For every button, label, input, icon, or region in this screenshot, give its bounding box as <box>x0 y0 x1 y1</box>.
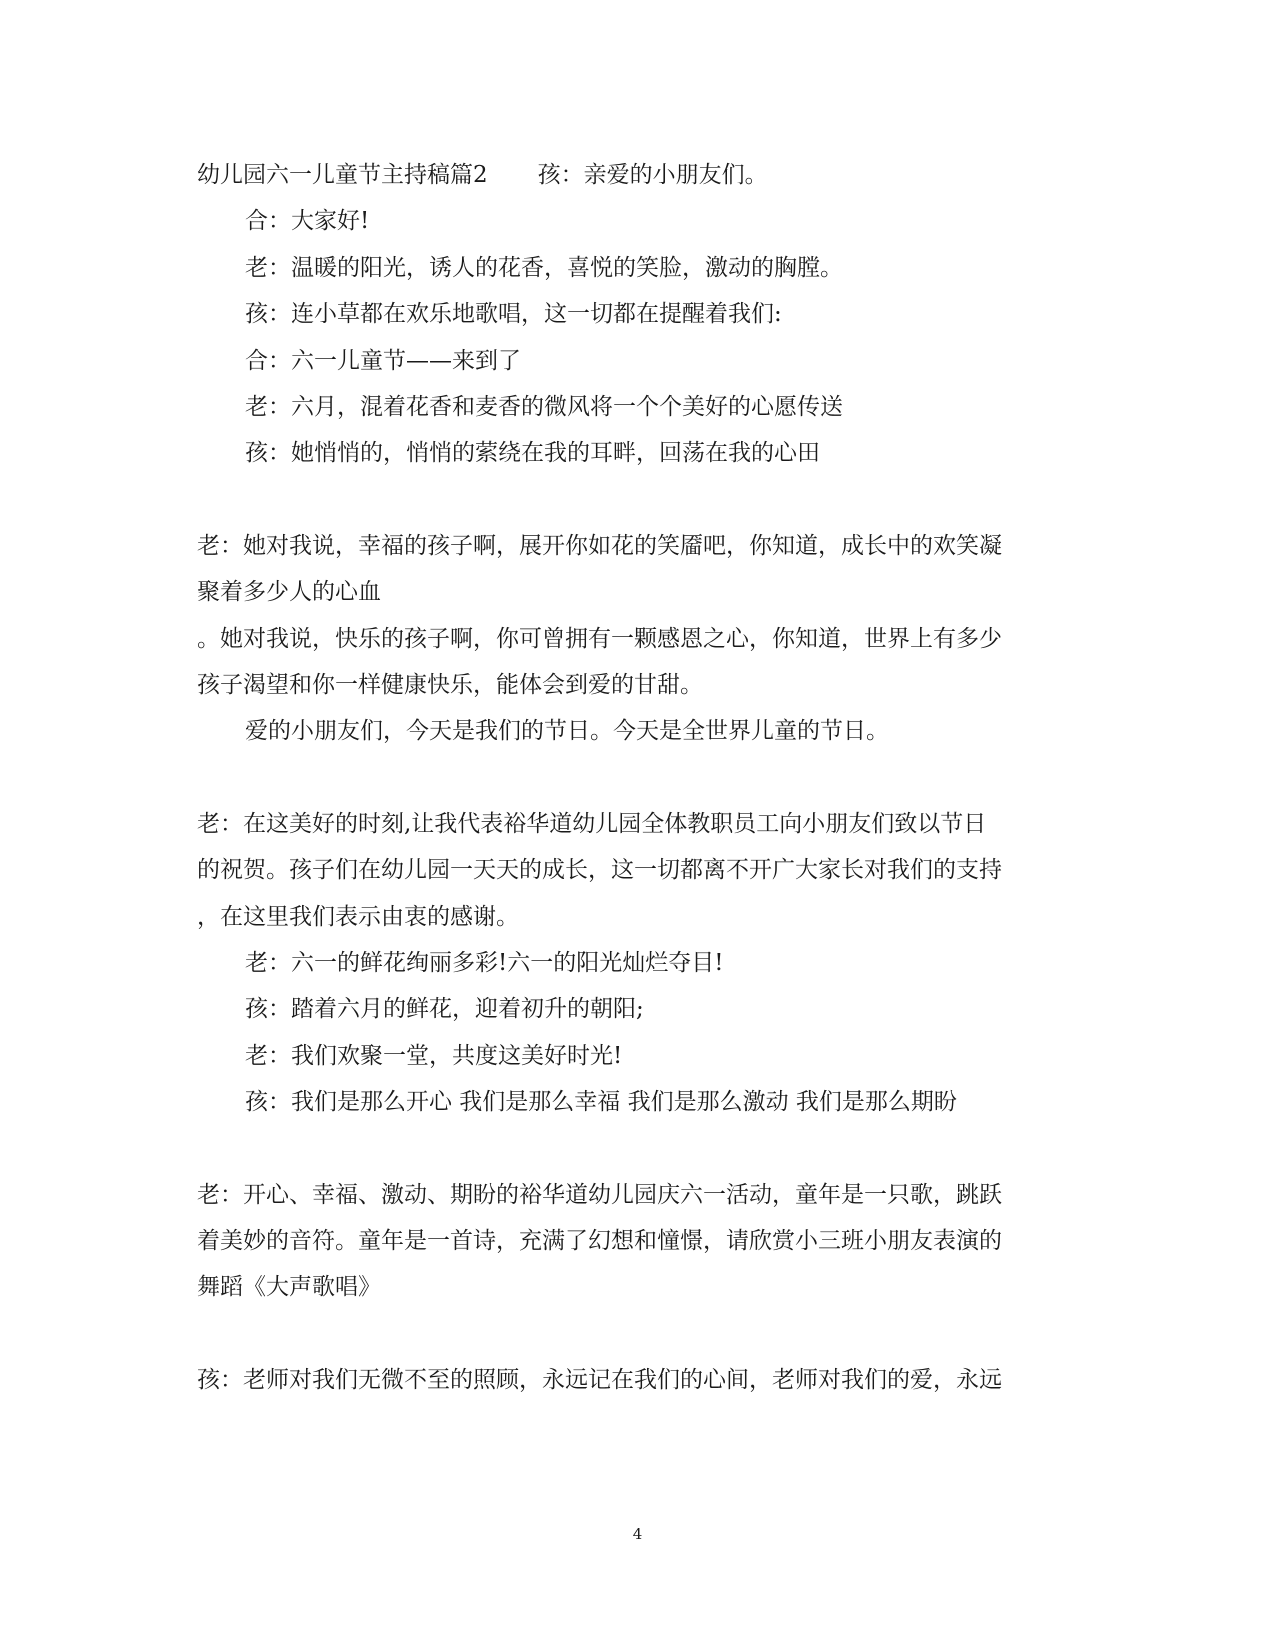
text-line: ，在这里我们表示由衷的感谢。 <box>197 904 519 930</box>
text-line: 老：开心、幸福、激动、期盼的裕华道幼儿园庆六一活动，童年是一只歌，跳跃 <box>197 1182 1002 1208</box>
text-line: 合：六一儿童节——来到了 <box>245 348 521 374</box>
text-line: 的祝贺。孩子们在幼儿园一天天的成长，这一切都离不开广大家长对我们的支持 <box>197 857 1002 883</box>
heading-line <box>197 160 1077 190</box>
text-line: 。她对我说，快乐的孩子啊，你可曾拥有一颗感恩之心，你知道，世界上有多少 <box>197 626 1002 652</box>
text-line: 老：六一的鲜花绚丽多彩!六一的阳光灿烂夺目! <box>245 950 724 976</box>
document-heading: 幼儿园六一儿童节主持稿篇2 <box>197 162 488 188</box>
page-number: 4 <box>632 1525 643 1543</box>
text-line: 孩：我们是那么开心 我们是那么幸福 我们是那么激动 我们是那么期盼 <box>245 1089 957 1115</box>
text-line: 孩：连小草都在欢乐地歌唱，这一切都在提醒着我们: <box>245 301 782 327</box>
text-line: 合：大家好! <box>245 208 370 234</box>
text-line: 老：我们欢聚一堂，共度这美好时光! <box>245 1043 623 1069</box>
text-line: 老：温暖的阳光，诱人的花香，喜悦的笑脸，激动的胸膛。 <box>245 255 843 281</box>
text-line: 老：六月，混着花香和麦香的微风将一个个美好的心愿传送 <box>245 394 843 420</box>
text-line: 舞蹈《大声歌唱》 <box>197 1274 381 1300</box>
text-line: 孩子渴望和你一样健康快乐，能体会到爱的甘甜。 <box>197 672 703 698</box>
text-line: 着美妙的音符。童年是一首诗，充满了幻想和憧憬，请欣赏小三班小朋友表演的 <box>197 1228 1002 1254</box>
text-line: 孩：她悄悄的，悄悄的萦绕在我的耳畔，回荡在我的心田 <box>245 440 820 466</box>
text-line: 老：她对我说，幸福的孩子啊，展开你如花的笑靥吧，你知道，成长中的欢笑凝 <box>197 533 1002 559</box>
heading-tail: 孩：亲爱的小朋友们。 <box>537 162 768 188</box>
text-line: 爱的小朋友们，今天是我们的节日。今天是全世界儿童的节日。 <box>245 718 889 744</box>
text-line: 老：在这美好的时刻,让我代表裕华道幼儿园全体教职员工向小朋友们致以节日 <box>197 811 987 837</box>
text-line: 孩：踏着六月的鲜花，迎着初升的朝阳; <box>245 996 644 1022</box>
text-line: 孩：老师对我们无微不至的照顾，永远记在我们的心间，老师对我们的爱，永远 <box>197 1367 1002 1393</box>
text-line: 聚着多少人的心血 <box>197 579 381 605</box>
